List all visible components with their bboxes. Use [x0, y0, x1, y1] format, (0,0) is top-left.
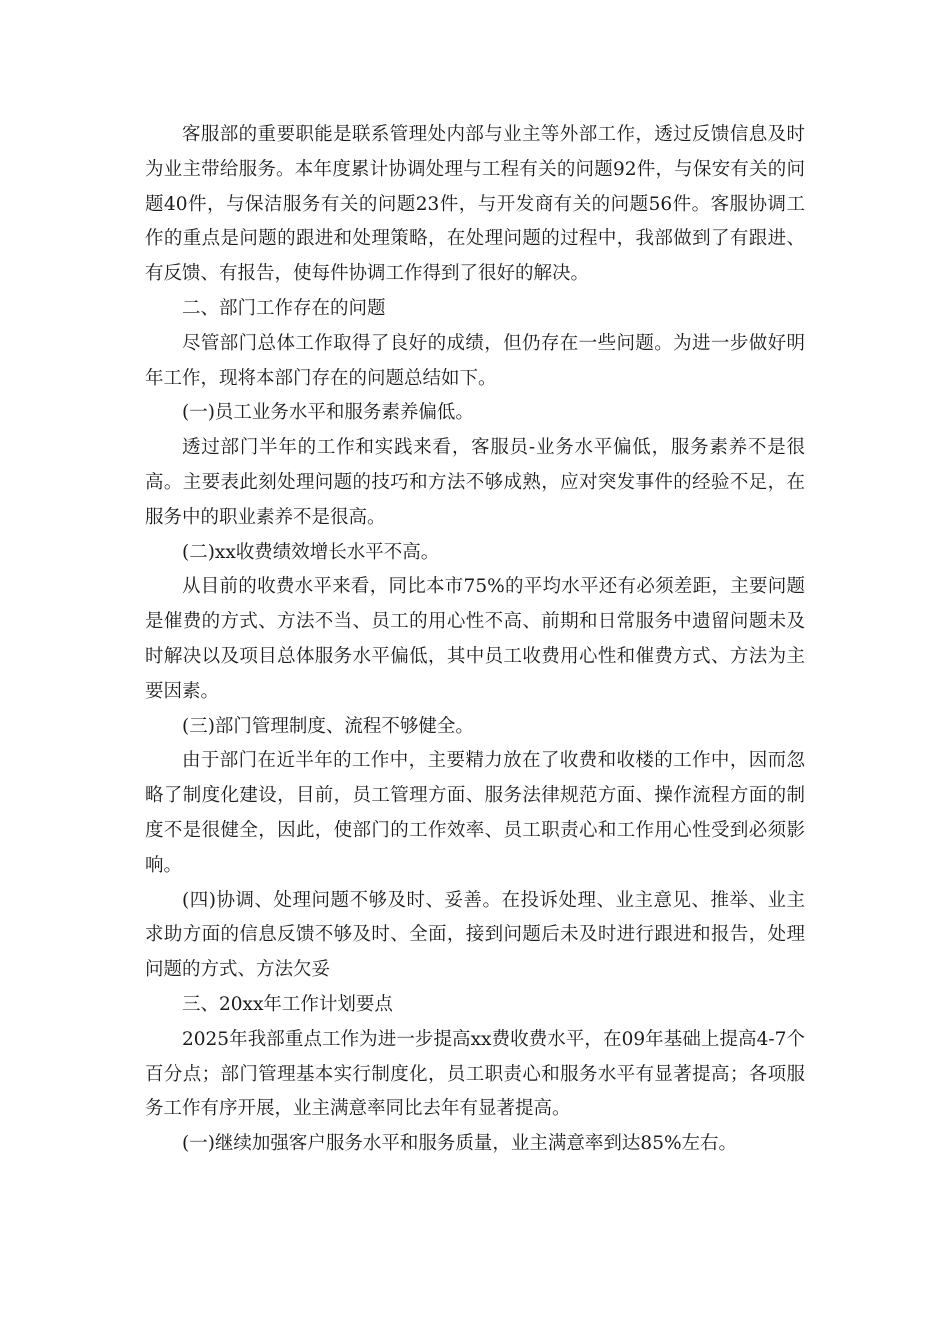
subheading-problem-1: (一)员工业务水平和服务素养偏低。: [182, 402, 474, 424]
paragraph-problem-1: 透过部门半年的工作和实践来看，客服员-业务水平偏低，服务素养不是很高。主要表此刻处理问题的技巧和方法不够成熟，应对突发事件的经验不足，在服务中的职业素养不是很高。: [145, 437, 805, 528]
paragraph-problem-4: (四)协调、处理问题不够及时、妥善。在投诉处理、业主意见、推举、业主求助方面的信息反馈不够及时、全面，接到问题后未及时进行跟进和报告，处理问题的方式、方法欠妥: [145, 889, 805, 981]
paragraph-plan-summary: 2025年我部重点工作为进一步提高xx费收费水平，在09年基础上提高4-7个百分点；部门管理基本实行制度化，员工职责心和服务水平有显著提高；各项服务工作有序开展，业主满意率同比去年有显著提高。: [145, 1028, 805, 1120]
section-heading-problems: 二、部门工作存在的问题: [182, 297, 386, 319]
subheading-problem-3: (三)部门管理制度、流程不够健全。: [182, 715, 474, 737]
subheading-plan-1: (一)继续加强客户服务水平和服务质量，业主满意率到达85%左右。: [182, 1133, 738, 1155]
document-body: [145, 118, 805, 1162]
paragraph-problem-2: 从目前的收费水平来看，同比本市75%的平均水平还有必须差距，主要问题是催费的方式、方法不当、员工的用心性不高、前期和日常服务中遗留问题未及时解决以及项目总体服务水平偏低，其中员工收费用心性和催费方式、方法为主要因素。: [145, 576, 805, 702]
subheading-problem-2: (二)xx收费绩效增长水平不高。: [182, 541, 440, 563]
paragraph-intro: 客服部的重要职能是联系管理处内部与业主等外部工作，透过反馈信息及时为业主带给服务。本年度累计协调处理与工程有关的问题92件，与保安有关的问题40件，与保洁服务有关的问题23件，与开发商有关的问题56件。客服协调工作的重点是问题的跟进和处理策略，在处理问题的过程中，我部做到了有跟进、有反馈、有报告，使每件协调工作得到了很好的解决。: [145, 124, 805, 285]
paragraph-problem-3: 由于部门在近半年的工作中，主要精力放在了收费和收楼的工作中，因而忽略了制度化建设，目前，员工管理方面、服务法律规范方面、操作流程方面的制度不是很健全，因此，使部门的工作效率、员工职责心和工作用心性受到必须影响。: [145, 750, 805, 876]
section-heading-plan: 三、20xx年工作计划要点: [182, 993, 393, 1015]
paragraph-problems-summary: 尽管部门总体工作取得了良好的成绩，但仍存在一些问题。为进一步做好明年工作，现将本部门存在的问题总结如下。: [145, 332, 805, 389]
